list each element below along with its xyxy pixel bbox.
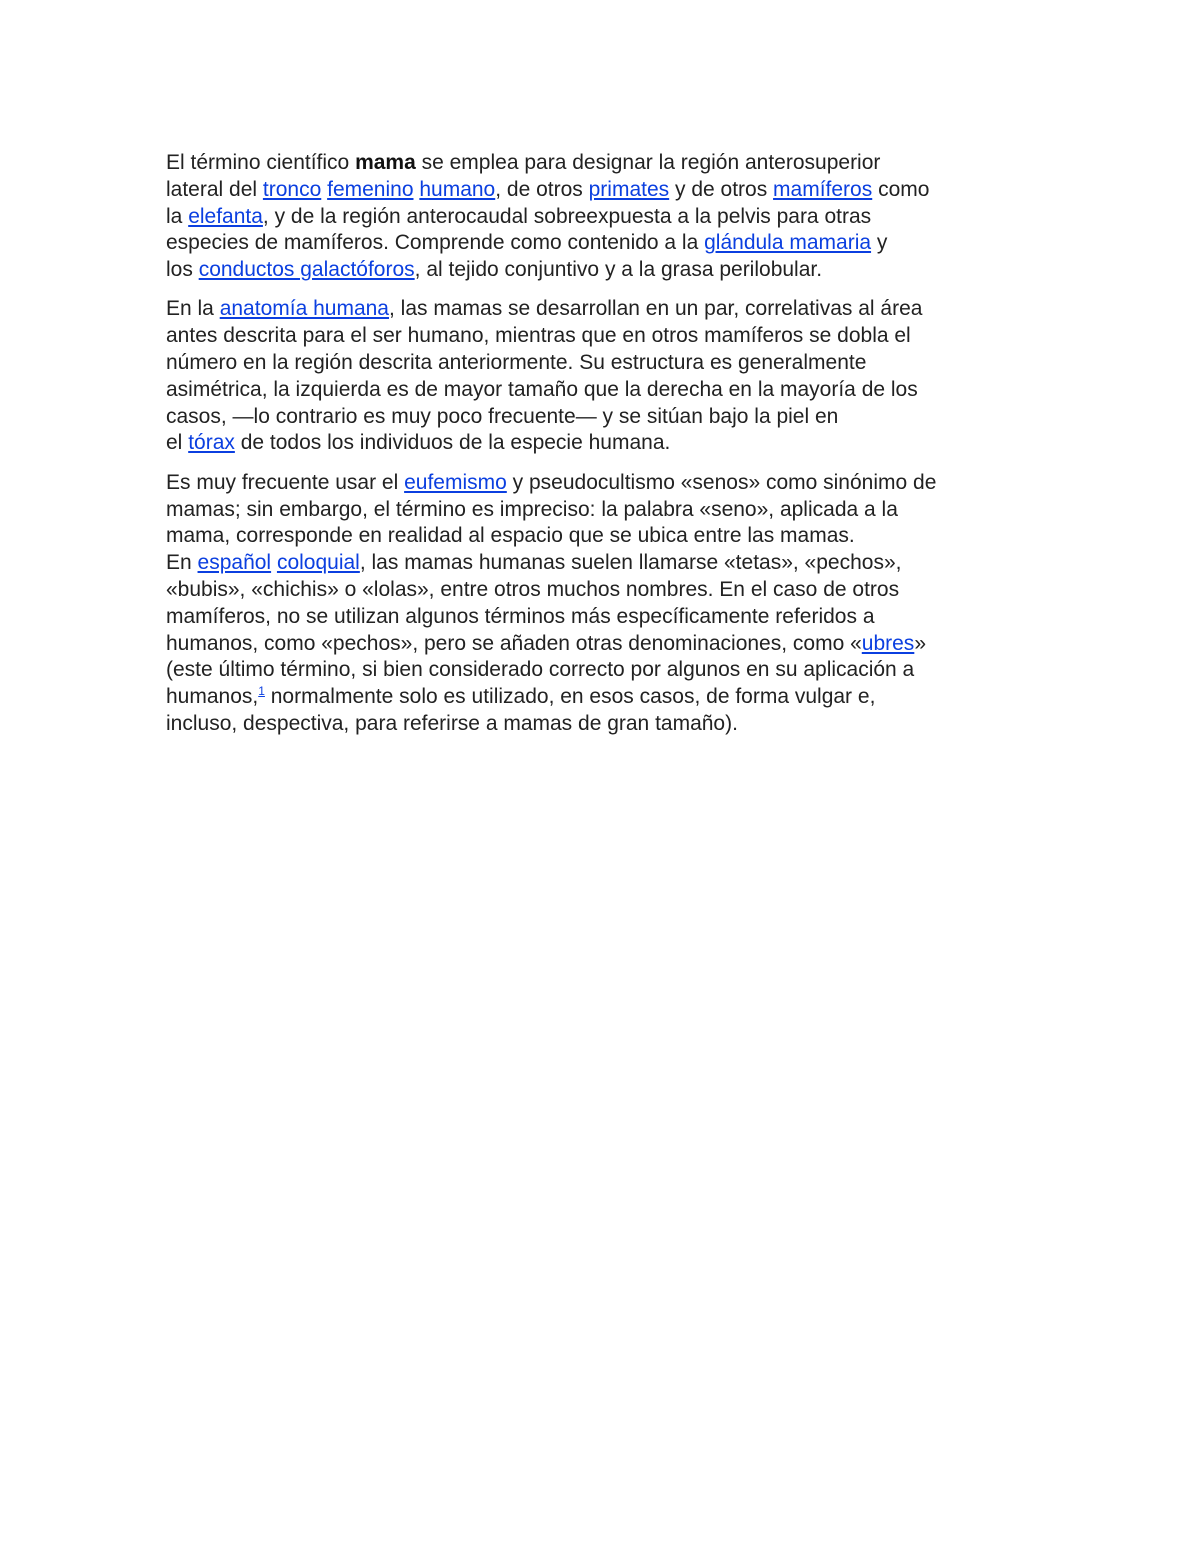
bold-term: mama: [355, 151, 416, 174]
text-run: , y de la región anterocaudal sobreexpuesta a la pelvis para otras especies de mamíferos. Comprende como contenido a la: [166, 204, 872, 255]
document-body: [166, 150, 1038, 750]
link-humano[interactable]: humano: [419, 177, 496, 201]
paragraph-1: [166, 150, 1038, 284]
footnote-superscript: [258, 684, 265, 698]
link-femenino[interactable]: femenino: [327, 177, 414, 201]
link-espanol[interactable]: español: [197, 551, 272, 575]
text-run: En la: [166, 297, 220, 321]
link-tronco[interactable]: tronco: [262, 177, 322, 201]
link-torax[interactable]: tórax: [188, 431, 235, 455]
link-conductos-galactoforos[interactable]: conductos galactóforos: [198, 258, 415, 282]
text-run: de todos los individuos de la especie humana.: [234, 431, 671, 455]
text-run: Es muy frecuente usar el: [166, 470, 405, 494]
link-glandula-mamaria[interactable]: glándula mamaria: [704, 231, 872, 255]
link-ubres[interactable]: ubres: [861, 631, 915, 655]
text-run: El término científico: [166, 151, 356, 174]
footnote-ref-1[interactable]: 1: [258, 684, 265, 699]
text-run: y los: [166, 231, 888, 282]
text-run: , de otros: [495, 177, 589, 201]
text-run: , las mamas humanas suelen llamarse «tetas», «pechos», «bubis», «chichis» o «lolas», entre otros muchos nombres. En el caso de otros mamíferos, no se utilizan algunos términos más específicamente referidos a humanos, como «pechos», pero se añaden otras denominaciones, como «: [166, 551, 902, 655]
paragraph-2: [166, 296, 1038, 457]
link-mamiferos[interactable]: mamíferos: [773, 177, 873, 201]
text-run: se emplea para designar la región anterosuperior lateral del: [166, 151, 881, 201]
text-run: y de otros: [669, 177, 774, 201]
text-run: y pseudocultismo «senos» como sinónimo de mamas; sin embargo, el término es impreciso: la palabra «seno», aplicada a la mama, corresponde en realidad al espacio que se ubica entre las mamas. En: [166, 470, 937, 575]
link-coloquial[interactable]: coloquial: [276, 551, 360, 575]
text-run: » (este último término, si bien considerado correcto por algunos en su aplicación a humanos,: [166, 631, 926, 709]
link-elefanta[interactable]: elefanta: [188, 204, 263, 228]
text-run: normalmente solo es utilizado, en esos casos, de forma vulgar e, incluso, despectiva, para referirse a mamas de gran tamaño).: [166, 685, 876, 735]
text-run: como la: [166, 177, 930, 228]
paragraph-3: [166, 470, 1038, 738]
link-primates[interactable]: primates: [588, 177, 670, 201]
link-eufemismo[interactable]: eufemismo: [404, 470, 507, 494]
text-run: , al tejido conjuntivo y a la grasa perilobular.: [414, 258, 823, 282]
text-run: , las mamas se desarrollan en un par, correlativas al área antes descrita para el ser humano, mientras que en otros mamíferos se dobla el número en la región descrita anteriormente. Su estructura es generalmente asimétrica, la izquierda es de mayor tamaño que la derecha en la mayoría de los casos, —lo contrario es muy poco frecuente— y se sitúan bajo la piel en el: [166, 297, 923, 455]
link-anatomia-humana[interactable]: anatomía humana: [219, 297, 389, 321]
